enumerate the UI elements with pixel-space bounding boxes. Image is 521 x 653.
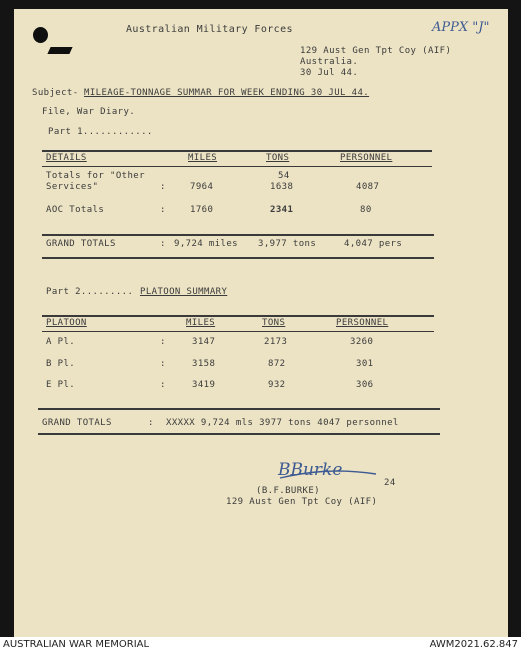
country-line: Australia. <box>300 57 359 67</box>
col-miles: MILES <box>188 153 218 163</box>
col-details: DETAILS <box>46 153 87 163</box>
grand-totals-label: GRAND TOTALS <box>46 239 116 249</box>
paper-tear <box>47 47 72 54</box>
cell-tons: 932 <box>268 380 286 390</box>
col-tons: TONS <box>266 153 290 163</box>
row-sep: : <box>160 182 166 192</box>
platoon-name: E Pl. <box>46 380 76 390</box>
part2-title: PLATOON SUMMARY <box>140 287 228 297</box>
row-sep: : <box>160 337 166 347</box>
cell-miles: 3147 <box>192 337 216 347</box>
punch-hole <box>33 27 48 43</box>
cell-miles: 7964 <box>190 182 214 192</box>
table-rule <box>42 150 432 152</box>
row-sep: : <box>160 239 166 249</box>
cell-tons: 872 <box>268 359 286 369</box>
row-label-cont: Services" <box>46 182 99 192</box>
col-miles: MILES <box>186 318 216 328</box>
col-tons: TONS <box>262 318 286 328</box>
col-platoon: PLATOON <box>46 318 87 328</box>
signature-flourish <box>276 458 386 484</box>
cell-personnel: 4087 <box>356 182 380 192</box>
platoon-name: B Pl. <box>46 359 76 369</box>
row-sep: : <box>160 359 166 369</box>
cell-personnel: 301 <box>356 359 374 369</box>
signatory-unit: 129 Aust Gen Tpt Coy (AIF) <box>226 497 378 507</box>
subject-prefix: Subject- <box>32 88 79 98</box>
row-sep: : <box>148 418 154 428</box>
row-label: AOC Totals <box>46 205 105 215</box>
col-personnel: PERSONNEL <box>340 153 393 163</box>
signature-day: 24 <box>384 478 396 488</box>
row-label: Totals for "Other <box>46 171 145 181</box>
cell-miles: 3158 <box>192 359 216 369</box>
grand-totals-value: XXXXX 9,724 mls 3977 tons 4047 personnel <box>166 418 399 428</box>
document-page <box>14 9 508 637</box>
table-rule <box>42 315 434 317</box>
table-rule <box>38 408 440 410</box>
row-sep: : <box>160 380 166 390</box>
platoon-name: A Pl. <box>46 337 76 347</box>
cell-miles: 3419 <box>192 380 216 390</box>
appendix-mark: APPX "J" <box>432 20 490 35</box>
row-sep: : <box>160 205 166 215</box>
table-rule <box>42 234 434 236</box>
grand-miles: 9,724 miles <box>174 239 239 249</box>
signature-scrawl: BBurke <box>278 460 343 480</box>
part2-label: Part 2......... <box>46 287 134 297</box>
table-rule <box>42 331 434 332</box>
cell-tons: 2173 <box>264 337 288 347</box>
cell-tons-extra: 54 <box>278 171 290 181</box>
grand-tons: 3,977 tons <box>258 239 317 249</box>
unit-address: 129 Aust Gen Tpt Coy (AIF) <box>300 46 452 56</box>
cell-personnel: 3260 <box>350 337 374 347</box>
footer-institution: AUSTRALIAN WAR MEMORIAL <box>3 639 150 650</box>
cell-personnel: 80 <box>360 205 372 215</box>
org-heading: Australian Military Forces <box>126 24 293 35</box>
signatory-name: (B.F.BURKE) <box>256 486 321 496</box>
part1-label: Part 1............ <box>48 127 153 137</box>
subject-title: MILEAGE-TONNAGE SUMMAR FOR WEEK ENDING 30 JUL 44. <box>84 88 370 98</box>
table-rule <box>42 166 432 167</box>
grand-pers: 4,047 pers <box>344 239 403 249</box>
table-rule <box>42 257 434 259</box>
cell-tons: 1638 <box>270 182 294 192</box>
cell-tons: 2341 <box>270 205 294 215</box>
archive-footer <box>0 637 521 653</box>
grand-totals-label: GRAND TOTALS <box>42 418 112 428</box>
footer-accession-id: AWM2021.62.847 <box>429 639 518 650</box>
cell-personnel: 306 <box>356 380 374 390</box>
col-personnel: PERSONNEL <box>336 318 389 328</box>
cell-miles: 1760 <box>190 205 214 215</box>
file-line: File, War Diary. <box>42 107 136 117</box>
table-rule <box>38 433 440 435</box>
date-line: 30 Jul 44. <box>300 68 359 78</box>
